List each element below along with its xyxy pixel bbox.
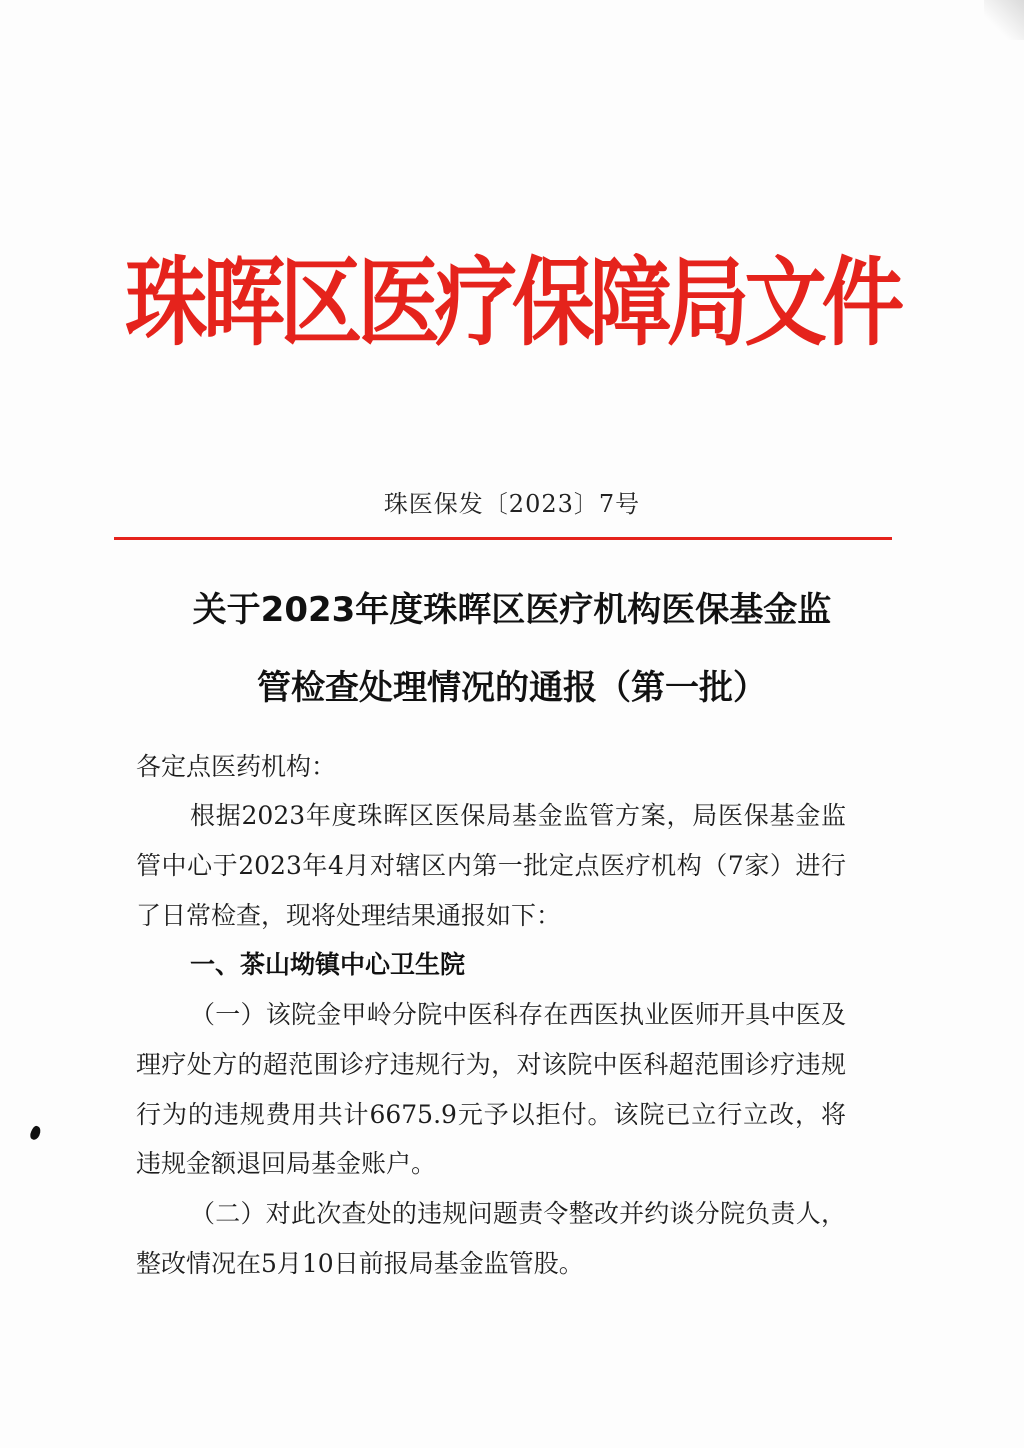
document-number: 珠医保发〔2023〕7号 bbox=[383, 490, 641, 518]
intro-paragraph: 根据2023年度珠晖区医保局基金监管方案，局医保基金监管中心于2023年4月对辖区内第一批定点医疗机构（7家）进行了日常检查，现将处理结果通报如下： bbox=[136, 801, 846, 930]
scan-edge-shadow bbox=[984, 0, 1024, 40]
addressee: 各定点医药机构： bbox=[136, 752, 337, 781]
notice-title-line-1: 关于2023年度珠晖区医疗机构医保基金监 bbox=[192, 590, 832, 630]
scan-ink-speck bbox=[28, 1125, 42, 1141]
notice-title-line-2: 管检查处理情况的通报（第一批） bbox=[257, 668, 767, 708]
masthead-title: 珠晖区医疗保障局文件 bbox=[124, 247, 899, 359]
section-1-item-2: （二）对此次查处的违规问题责令整改并约谈分院负责人，整改情况在5月10日前报局基金监管股。 bbox=[136, 1199, 846, 1278]
section-1-item-1: （一）该院金甲岭分院中医科存在西医执业医师开具中医及理疗处方的超范围诊疗违规行为，对该院中医科超范围诊疗违规行为的违规费用共计6675.9元予以拒付。该院已立行立改，将违规金额退回局基金账户。 bbox=[136, 1000, 846, 1179]
section-heading-1: 一、茶山坳镇中心卫生院 bbox=[190, 950, 466, 979]
red-divider-line bbox=[114, 537, 892, 540]
